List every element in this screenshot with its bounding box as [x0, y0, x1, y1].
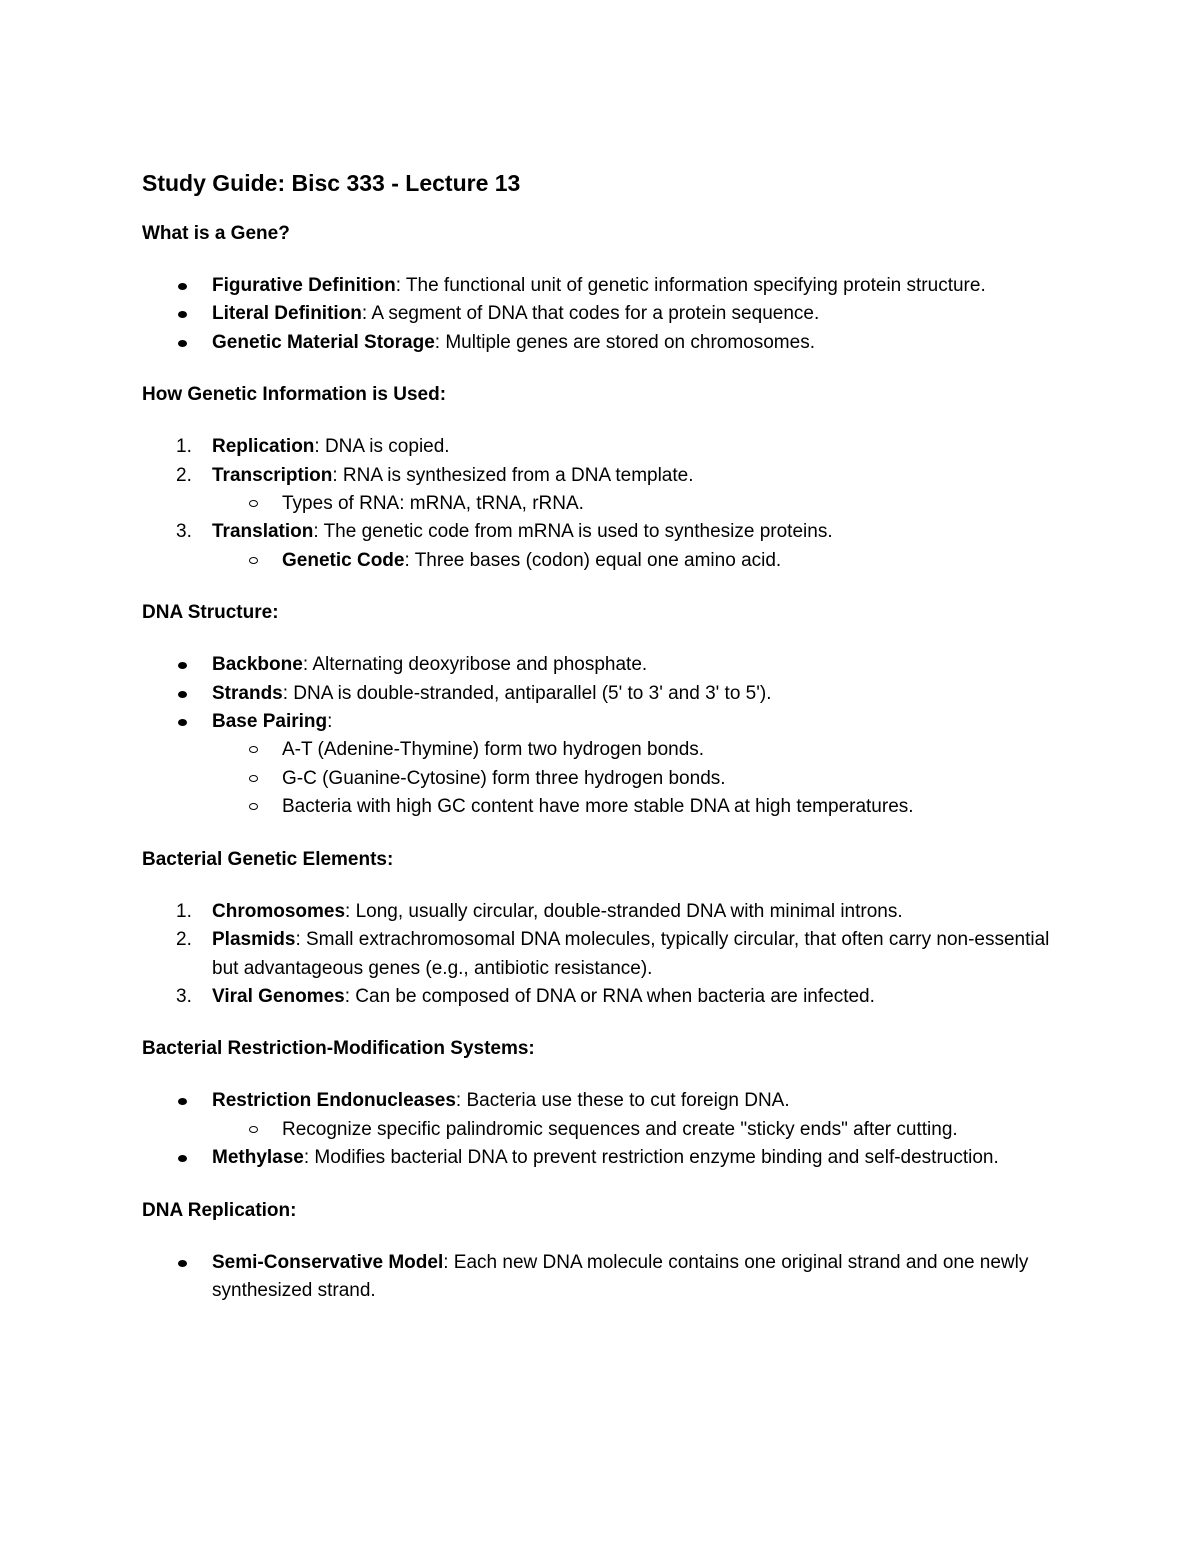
bullet-disc-icon: [178, 311, 187, 318]
list-item: [142, 708, 1062, 822]
item-text: : Multiple genes are stored on chromosomes.: [434, 331, 815, 353]
bullet-disc-icon: [178, 691, 187, 698]
item-text: : Each new DNA molecule contains one original strand and one newly synthesized strand.: [212, 1251, 1029, 1301]
item-term: Figurative Definition: [212, 275, 396, 296]
sub-list: [212, 1116, 1062, 1144]
sub-item-text: Types of RNA: mRNA, tRNA, rRNA.: [282, 493, 584, 515]
list-item: [142, 651, 1062, 679]
numbered-list: [142, 898, 1062, 1012]
item-term: Semi-Conservative Model: [212, 1251, 444, 1273]
bullet-disc-icon: [178, 340, 187, 347]
sub-item-text: A-T (Adenine-Thymine) form two hydrogen bonds.: [282, 739, 705, 761]
list-item: [142, 1087, 1062, 1144]
sub-list: [212, 547, 1062, 575]
item-text: : Can be composed of DNA or RNA when bacteria are infected.: [344, 985, 875, 1007]
list-item: [142, 926, 1062, 983]
item-text: : The functional unit of genetic information specifying protein structure.: [395, 275, 986, 296]
item-term: Translation: [212, 521, 314, 543]
bullet-circle-icon: [249, 746, 258, 753]
item-text: : DNA is copied.: [314, 436, 450, 458]
sub-list-item: [212, 547, 1062, 575]
list-item: [142, 518, 1062, 575]
item-text: : Modifies bacterial DNA to prevent restriction enzyme binding and self-destruction.: [303, 1147, 999, 1169]
page-title: Study Guide: Bisc 333 - Lecture 13: [142, 170, 521, 196]
item-term: Transcription: [212, 464, 333, 486]
item-text: : RNA is synthesized from a DNA template.: [332, 464, 694, 486]
item-term: Strands: [212, 682, 283, 704]
item-number: 1.: [176, 900, 192, 922]
bullet-list: [142, 1249, 1062, 1306]
bullet-disc-icon: [178, 283, 187, 290]
numbered-list: [142, 433, 1062, 575]
sub-list-item: [212, 765, 1062, 793]
item-term: Literal Definition: [212, 303, 362, 325]
sub-item-text: Bacteria with high GC content have more stable DNA at high temperatures.: [282, 796, 914, 818]
section-heading: What is a Gene?: [142, 223, 290, 244]
item-term: Replication: [212, 436, 315, 458]
list-item: [142, 898, 1062, 926]
bullet-list: [142, 272, 1062, 357]
item-number: 2.: [176, 464, 192, 486]
item-number: 3.: [176, 521, 192, 543]
item-text: : A segment of DNA that codes for a protein sequence.: [361, 303, 820, 325]
section-heading: Bacterial Restriction-Modification Systems:: [142, 1038, 535, 1060]
item-term: Restriction Endonucleases: [212, 1090, 456, 1112]
sub-item-text: : Three bases (codon) equal one amino acid.: [404, 549, 782, 571]
item-term: Backbone: [212, 654, 303, 676]
section-heading: DNA Replication:: [142, 1199, 297, 1221]
item-term: Methylase: [212, 1147, 304, 1169]
sub-list-item: [212, 793, 1062, 821]
item-text: : The genetic code from mRNA is used to synthesize proteins.: [313, 521, 833, 543]
bullet-disc-icon: [178, 1260, 187, 1267]
sub-item-text: Recognize specific palindromic sequences and create "sticky ends" after cutting.: [282, 1118, 958, 1140]
list-item: [142, 329, 1062, 357]
item-text: : Long, usually circular, double-stranded DNA with minimal introns.: [345, 900, 903, 922]
bullet-circle-icon: [249, 557, 258, 564]
bullet-circle-icon: [249, 1126, 258, 1133]
sub-list: [212, 736, 1062, 821]
list-item: [142, 1144, 1062, 1172]
list-item: [142, 680, 1062, 708]
list-item: [142, 1249, 1062, 1306]
item-text: : Small extrachromosomal DNA molecules, typically circular, that often carry non-essential but advantageous genes (e.g., antibiotic resistance).: [212, 929, 1050, 979]
section-heading: DNA Structure:: [142, 602, 279, 624]
bullet-disc-icon: [178, 1098, 187, 1105]
sub-list: [212, 490, 1062, 518]
bullet-disc-icon: [178, 719, 187, 726]
bullet-list: [142, 651, 1062, 821]
bullet-circle-icon: [249, 775, 258, 782]
list-item: [142, 300, 1062, 328]
bullet-disc-icon: [178, 662, 187, 669]
sub-item-text: G-C (Guanine-Cytosine) form three hydrogen bonds.: [282, 767, 726, 789]
item-number: 2.: [176, 929, 192, 951]
item-term: Base Pairing: [212, 711, 328, 733]
item-number: 3.: [176, 985, 192, 1007]
list-item: [142, 272, 1062, 300]
item-text: : Alternating deoxyribose and phosphate.: [302, 654, 648, 676]
sub-list-item: [212, 1116, 1062, 1144]
item-text: :: [327, 711, 333, 733]
section-heading: Bacterial Genetic Elements:: [142, 848, 394, 870]
list-item: [142, 433, 1062, 461]
bullet-list: [142, 1087, 1062, 1172]
sub-list-item: [212, 736, 1062, 764]
bullet-circle-icon: [249, 500, 258, 507]
item-text: : DNA is double-stranded, antiparallel (5' to 3' and 3' to 5').: [282, 682, 772, 704]
list-item: [142, 462, 1062, 519]
item-text: : Bacteria use these to cut foreign DNA.: [455, 1090, 790, 1112]
document-page: [142, 166, 1062, 1329]
sub-list-item: [212, 490, 1062, 518]
item-term: Plasmids: [212, 929, 296, 951]
list-item: [142, 983, 1062, 1011]
item-term: Chromosomes: [212, 900, 346, 922]
bullet-circle-icon: [249, 803, 258, 810]
section-heading: How Genetic Information is Used:: [142, 384, 447, 406]
bullet-disc-icon: [178, 1155, 187, 1162]
item-number: 1.: [176, 436, 192, 458]
item-term: Viral Genomes: [212, 985, 345, 1007]
item-term: Genetic Material Storage: [212, 331, 435, 353]
sub-item-term: Genetic Code: [282, 549, 405, 571]
